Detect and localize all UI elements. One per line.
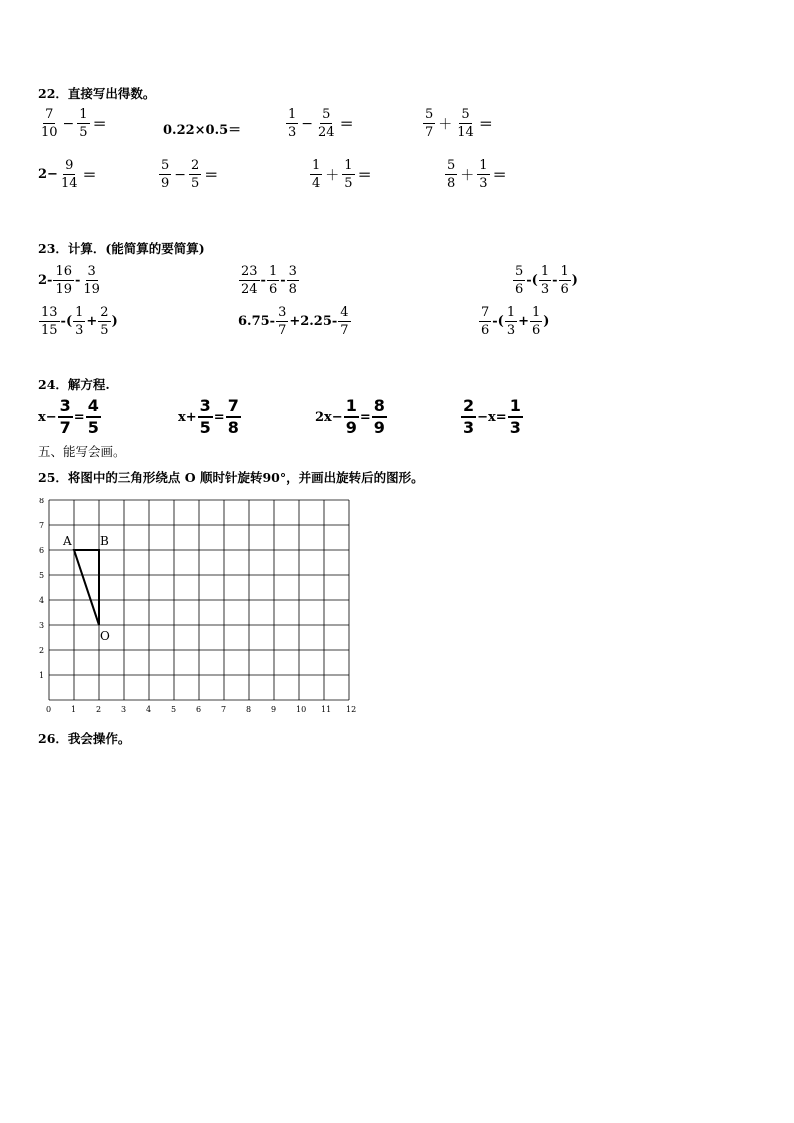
q24-title: 24．解方程. <box>38 377 110 392</box>
q24-equation-1: x− $\frac{3}{7}$ = $\frac{4}{5}$ <box>38 396 99 437</box>
q22-expr-8: $\frac{5}{8}$ ＋ $\frac{1}{3}$ ＝ <box>447 158 507 191</box>
q23-title: 23．计算．(能简算的要简算) <box>38 241 205 256</box>
q22-expr-6: $\frac{5}{9}$ − $\frac{2}{5}$ ＝ <box>161 158 219 191</box>
x-tick-label: 6 <box>196 705 202 714</box>
q22-expr-3: $\frac{1}{3}$ − $\frac{5}{24}$ ＝ <box>288 107 354 140</box>
x-tick-label: 5 <box>171 705 177 714</box>
q22-expr-2: 0.22×0.5＝ <box>163 123 242 138</box>
y-tick-label: 4 <box>39 596 45 605</box>
x-tick-label: 4 <box>146 705 152 714</box>
section-5-title: 五、能写会画。 <box>38 444 126 459</box>
q22-expr-7: $\frac{1}{4}$ ＋ $\frac{1}{5}$ ＝ <box>312 158 372 191</box>
triangle-abo <box>74 550 99 625</box>
q23-expr-4: $\frac{13}{15}$ -( $\frac{1}{3}$ + $\frac{2}{5}$ ) <box>41 305 118 338</box>
q22-expr-1: $\frac{7}{10}$ − $\frac{1}{5}$ ＝ <box>41 107 107 140</box>
x-tick-label: 3 <box>121 705 127 714</box>
q23-expr-1: 2- $\frac{16}{19}$ - $\frac{3}{19}$ <box>38 264 100 297</box>
y-tick-label: 3 <box>39 621 45 630</box>
x-tick-label: 0 <box>46 705 52 714</box>
x-tick-label: 9 <box>271 705 277 714</box>
x-tick-label: 12 <box>346 705 357 714</box>
q23-expr-5: 6.75- $\frac{3}{7}$ +2.25- $\frac{4}{7}$ <box>238 305 349 338</box>
y-tick-label: 2 <box>39 646 45 655</box>
fraction: $\frac{1}{5}$ <box>79 107 88 140</box>
q23-expr-2: $\frac{23}{24}$ - $\frac{1}{6}$ - $\frac{3}{8}$ <box>241 264 297 297</box>
q24-equation-4: $\frac{2}{3}$ −x= $\frac{1}{3}$ <box>463 396 521 437</box>
point-label-a: A <box>63 534 72 548</box>
q22-expr-4: $\frac{5}{7}$ ＋ $\frac{5}{14}$ ＝ <box>425 107 493 140</box>
fraction: $\frac{7}{10}$ <box>41 107 58 140</box>
x-tick-label: 10 <box>296 705 307 714</box>
q22-expr-5: 2− $\frac{9}{14}$ ＝ <box>38 158 97 191</box>
q26-title: 26．我会操作。 <box>38 731 131 746</box>
x-tick-label: 11 <box>321 705 332 714</box>
y-tick-label: 5 <box>39 571 45 580</box>
q23-expr-3: $\frac{5}{6}$ -( $\frac{1}{3}$ - $\frac{1}{6}$ ) <box>515 264 578 297</box>
grid-svg <box>30 498 370 718</box>
q23-expr-6: $\frac{7}{6}$ -( $\frac{1}{3}$ + $\frac{1}{6}$ ) <box>481 305 550 338</box>
y-tick-label: 7 <box>39 521 45 530</box>
y-tick-label: 1 <box>39 671 45 680</box>
point-label-o: O <box>100 629 110 643</box>
point-label-b: B <box>100 534 109 548</box>
y-tick-label: 8 <box>39 498 45 505</box>
x-tick-label: 8 <box>246 705 252 714</box>
x-tick-label: 7 <box>221 705 227 714</box>
q24-equation-2: x+ $\frac{3}{5}$ = $\frac{7}{8}$ <box>178 396 239 437</box>
q24-equation-3: 2x− $\frac{1}{9}$ = $\frac{8}{9}$ <box>315 396 385 437</box>
q25-title: 25．将图中的三角形绕点 O 顺时针旋转90°，并画出旋转后的图形。 <box>38 470 424 485</box>
y-tick-label: 6 <box>39 546 45 555</box>
coordinate-grid <box>30 498 370 722</box>
x-tick-label: 2 <box>96 705 102 714</box>
x-tick-label: 1 <box>71 705 77 714</box>
q22-title: 22．直接写出得数。 <box>38 86 156 101</box>
